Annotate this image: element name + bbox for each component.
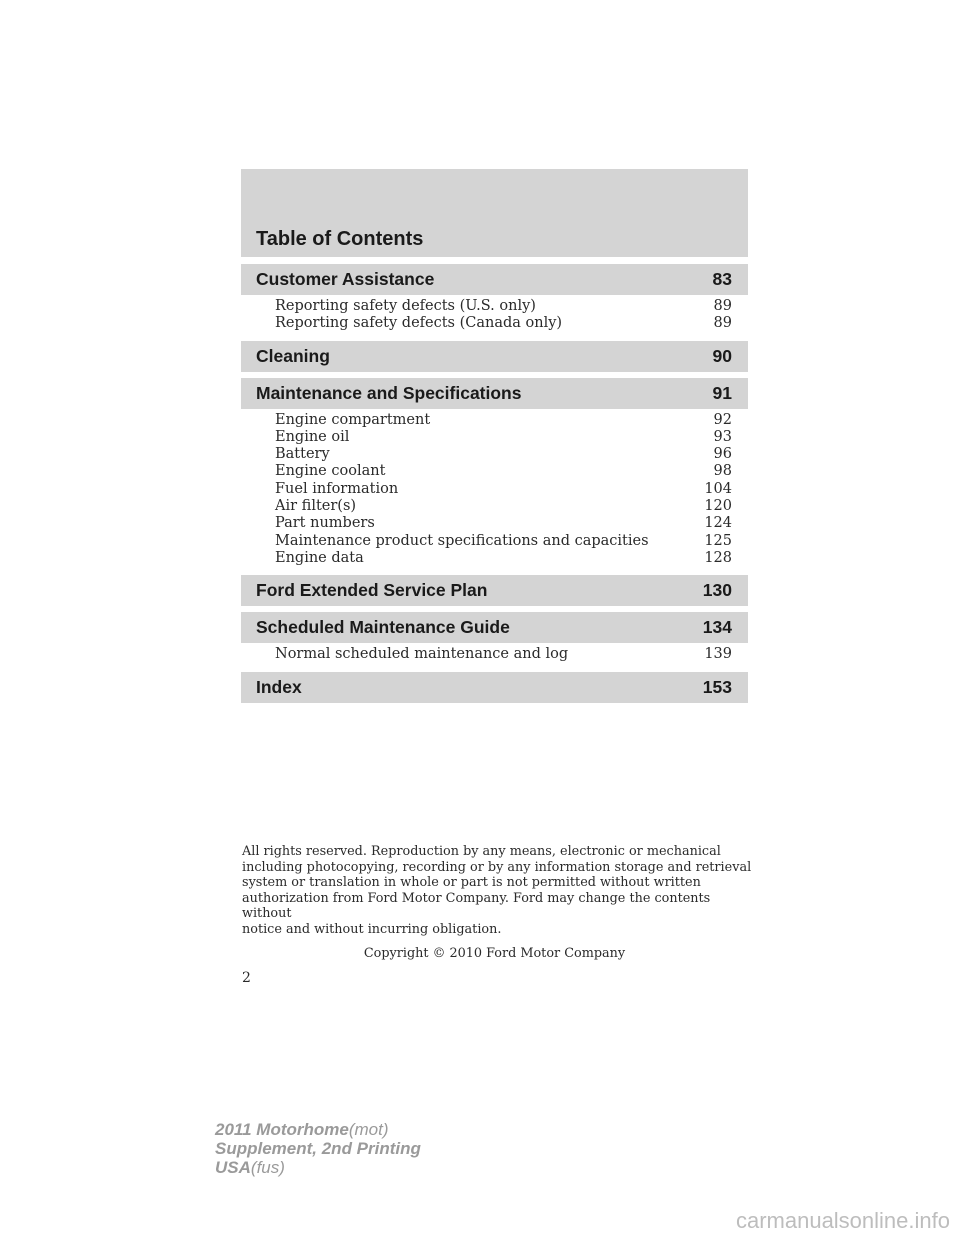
footer-line-3: USA(fus) — [215, 1158, 285, 1177]
toc-section-page: 91 — [712, 382, 732, 403]
toc-entry[interactable] — [241, 463, 748, 480]
toc-entry-page: 93 — [713, 428, 732, 445]
toc-section-0[interactable] — [241, 264, 748, 295]
footer-line-1: 2011 Motorhome(mot) — [215, 1120, 389, 1139]
toc-section-page: 90 — [712, 345, 732, 366]
toc-entry-page: 139 — [704, 646, 732, 663]
toc-entry-title: Normal scheduled maintenance and log — [275, 646, 569, 663]
legal-line: notice and without incurring obligation. — [242, 921, 502, 937]
section-gap — [241, 703, 748, 709]
page-number: 2 — [242, 970, 251, 986]
toc-entry-page: 120 — [704, 498, 732, 515]
toc-section-5[interactable] — [241, 672, 748, 703]
toc-section-title: Customer Assistance — [256, 269, 435, 289]
legal-line: including photocopying, recording or by any information storage and retrieval — [242, 859, 752, 875]
toc-entry[interactable] — [241, 533, 748, 550]
toc-entry-page: 128 — [704, 549, 732, 566]
toc-entry[interactable] — [241, 429, 748, 446]
toc-entry-title: Reporting safety defects (Canada only) — [275, 315, 563, 332]
toc-entry-title: Air filter(s) — [275, 498, 357, 515]
toc-entry-page: 124 — [704, 515, 732, 532]
toc-entry[interactable] — [241, 646, 748, 663]
toc-entry-title: Reporting safety defects (U.S. only) — [275, 298, 536, 314]
watermark-link[interactable]: carmanualsonline.info — [735, 1208, 950, 1233]
toc-entry-title: Engine oil — [275, 428, 350, 445]
legal-line: authorization from Ford Motor Company. Ford may change the contents without — [242, 890, 711, 922]
toc-entry-title: Engine compartment — [275, 411, 431, 428]
toc-entry[interactable] — [241, 498, 748, 515]
toc-section-1[interactable] — [241, 341, 748, 372]
toc-section-2[interactable] — [241, 378, 748, 409]
toc-entry-page: 104 — [704, 480, 732, 497]
legal-line: system or translation in whole or part is not permitted without written — [242, 875, 701, 891]
footer-line-2: Supplement, 2nd Printing — [215, 1139, 421, 1158]
toc-section-title: Maintenance and Specifications — [256, 382, 522, 403]
toc-entry-list — [241, 295, 748, 341]
toc-entry-page: 98 — [713, 463, 732, 480]
page-title: Table of Contents — [256, 228, 424, 250]
toc-section-page: 153 — [702, 676, 732, 697]
toc-entry[interactable] — [241, 515, 748, 532]
toc-section-page: 134 — [702, 617, 732, 638]
toc-header — [241, 169, 748, 257]
toc-entry[interactable] — [241, 550, 748, 567]
copyright-notice: Copyright © 2010 Ford Motor Company — [363, 946, 626, 961]
toc-section-title: Scheduled Maintenance Guide — [256, 617, 510, 638]
toc-section-4[interactable] — [241, 612, 748, 643]
toc-entry[interactable] — [241, 298, 748, 315]
toc-section-title: Index — [256, 676, 302, 697]
toc-section-page: 83 — [712, 269, 732, 289]
legal-line: All rights reserved. Reproduction by any means, electronic or mechanical — [242, 844, 721, 859]
legal-notice — [242, 844, 752, 938]
toc-entry-page: 89 — [713, 315, 732, 332]
toc-section-title: Ford Extended Service Plan — [256, 580, 488, 601]
toc-entry-page: 96 — [713, 446, 732, 463]
toc-entry-page: 125 — [704, 532, 732, 549]
toc-entry-page: 89 — [713, 298, 732, 314]
table-of-contents — [241, 264, 748, 709]
toc-entry-page: 92 — [713, 411, 732, 428]
toc-entry-title: Fuel information — [275, 480, 399, 497]
toc-entry[interactable] — [241, 315, 748, 332]
toc-entry-title: Battery — [275, 446, 330, 463]
toc-entry-list — [241, 409, 748, 576]
toc-section-page: 130 — [702, 580, 732, 601]
toc-section-3[interactable] — [241, 575, 748, 606]
toc-entry-title: Engine data — [275, 549, 364, 566]
document-footer — [215, 1120, 421, 1177]
toc-entry-title: Engine coolant — [275, 463, 386, 480]
toc-entry-list — [241, 643, 748, 671]
toc-entry[interactable] — [241, 481, 748, 498]
toc-entry[interactable] — [241, 412, 748, 429]
toc-entry-title: Maintenance product specifications and capacities — [275, 532, 649, 549]
toc-entry[interactable] — [241, 446, 748, 463]
toc-section-title: Cleaning — [256, 345, 330, 366]
toc-entry-title: Part numbers — [275, 515, 375, 532]
